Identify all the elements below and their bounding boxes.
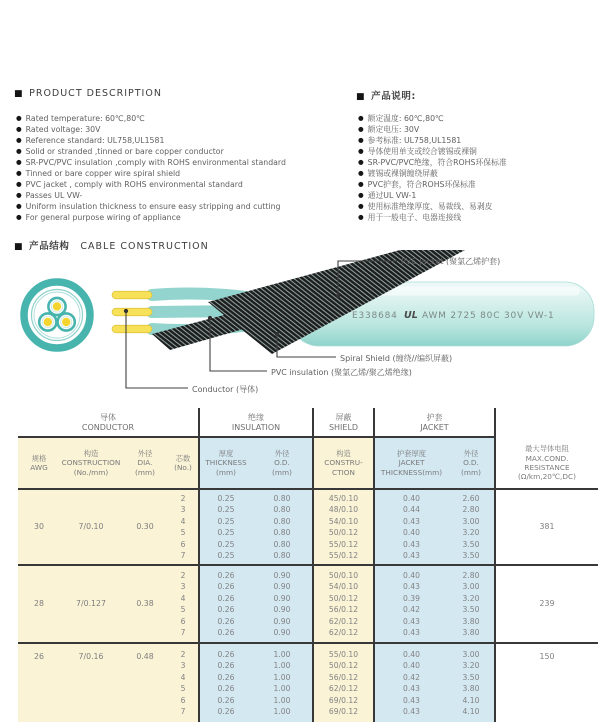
awg-cell-value: 26 xyxy=(34,652,44,661)
insulation-thickness-cell-value: 0.26 xyxy=(217,707,235,716)
jacket-thickness-cell-value: 0.40 xyxy=(403,528,420,537)
group-header-cell xyxy=(314,408,375,438)
bullet-item xyxy=(16,190,351,201)
bullet-item xyxy=(358,113,598,124)
core-count-cell xyxy=(168,644,200,722)
jacket-od-cell-value: 3.00 xyxy=(462,582,480,591)
column-header-cell xyxy=(448,438,496,490)
table-data-group xyxy=(18,490,598,566)
core-count-cell-value: 4 xyxy=(180,593,186,603)
insulation-thickness-cell-value: 0.26 xyxy=(217,582,235,591)
insulation-od-cell-value: 0.80 xyxy=(273,539,291,549)
jacket-od-cell-value: 3.80 xyxy=(462,684,480,693)
core-count-cell-value: 3 xyxy=(180,582,186,591)
jacket-thickness-cell-value: 0.43 xyxy=(403,695,420,705)
bullet-item xyxy=(358,201,598,212)
core-count-cell xyxy=(168,566,200,644)
bullet-item xyxy=(16,212,351,223)
table-subheader-row xyxy=(18,438,598,490)
conductor-construction-cell-value: 7/0.10 xyxy=(78,522,104,532)
group-header-en: JACKET xyxy=(420,423,449,432)
construction-title-cn: 产品结构 xyxy=(29,241,70,252)
shield-construction-cell-value: 45/0.10 xyxy=(328,493,359,503)
insulation-thickness-cell-value: 0.26 xyxy=(217,649,235,659)
group-header-cell xyxy=(375,408,496,438)
bullet-text: 镀锡或裸铜缠绕屏蔽 xyxy=(367,169,438,178)
awg-cell xyxy=(18,490,60,566)
max-resistance-cell-value: 239 xyxy=(539,599,555,609)
shield-construction-cell-value: 69/0.12 xyxy=(328,707,359,716)
bullet-text: Tinned or bare copper wire spiral shield xyxy=(25,169,181,178)
jacket-od-cell-value: 3.20 xyxy=(462,593,480,603)
bullet-item xyxy=(358,168,598,179)
bullet-icon: ● xyxy=(358,202,364,210)
jacket-marking xyxy=(352,310,555,321)
bullet-item xyxy=(16,146,351,157)
jacket-thickness-cell xyxy=(375,490,448,566)
insulation-thickness-cell xyxy=(200,490,252,566)
jacket-od-cell-value: 2.80 xyxy=(462,505,480,514)
bullet-text: Passes UL VW- xyxy=(25,191,83,200)
product-notes-heading xyxy=(356,88,416,102)
conductor-dia-cell xyxy=(122,644,168,722)
bullet-icon: ● xyxy=(358,213,364,221)
bullet-icon: ● xyxy=(16,136,22,144)
insulation-od-cell xyxy=(252,566,314,644)
jacket-od-cell-value: 4.10 xyxy=(462,707,480,716)
bullet-item xyxy=(16,157,351,168)
conductor-label: Conductor (导体) xyxy=(192,385,259,394)
jacket-thickness-cell-value: 0.43 xyxy=(403,539,420,549)
bullet-item xyxy=(16,124,351,135)
shield-construction-cell-value: 54/0.10 xyxy=(328,516,359,526)
product-description-list xyxy=(16,113,351,223)
jacket-od-cell-value: 3.00 xyxy=(462,516,480,526)
group-header-en: SHIELD xyxy=(328,423,359,432)
insulation-label: PVC insulation (聚氯乙烯/聚乙烯绝缘) xyxy=(271,368,412,377)
column-header-line: CONSTRU- xyxy=(324,458,363,468)
bullet-text: Reference standard: UL758,UL1581 xyxy=(25,136,165,145)
column-header-line: 外径 xyxy=(137,448,153,458)
column-header-line: 构造 xyxy=(83,448,99,458)
insulation-thickness-cell-value: 0.25 xyxy=(217,505,235,514)
shield-construction-cell xyxy=(314,644,375,722)
jacket-od-cell xyxy=(448,566,496,644)
group-header-cn: 屏蔽 xyxy=(335,413,352,422)
max-resistance-cell xyxy=(496,644,598,722)
jacket-od-cell xyxy=(448,644,496,722)
bullet-icon: ● xyxy=(16,158,22,166)
jacket-od-cell-value: 3.20 xyxy=(462,661,480,670)
bullet-item xyxy=(16,113,351,124)
jacket-thickness-cell-value: 0.42 xyxy=(403,672,420,682)
column-header-cell xyxy=(168,438,200,490)
bullet-icon: ● xyxy=(358,114,364,122)
column-header-line: 厚度 xyxy=(218,448,234,458)
bullet-item xyxy=(358,190,598,201)
group-header-en: CONDUCTOR xyxy=(81,423,135,432)
shield-label: Spiral Shield (缠绕//编织屏蔽) xyxy=(340,354,453,363)
insulation-thickness-cell-value: 0.26 xyxy=(217,593,235,603)
insulation-thickness-cell-value: 0.25 xyxy=(217,516,235,526)
bullet-item xyxy=(358,146,598,157)
marking-spec: AWM 2725 80C 30V VW-1 xyxy=(422,311,555,321)
bullet-item xyxy=(16,168,351,179)
conductor-construction-cell-value: 7/0.16 xyxy=(78,652,104,661)
core-count-cell-value: 3 xyxy=(180,505,186,514)
core-count-cell-value: 3 xyxy=(180,661,186,670)
column-header-cell xyxy=(60,438,122,490)
insulation-thickness-cell-value: 0.26 xyxy=(217,684,235,693)
bullet-text: PVC护套，符合ROHS环保标准 xyxy=(367,180,476,189)
group-header-en: INSULATION xyxy=(231,423,281,432)
group-header-cell xyxy=(200,408,314,438)
section-marker-icon: ■ xyxy=(14,242,24,252)
shield-construction-cell xyxy=(314,490,375,566)
jacket-thickness-cell-value: 0.40 xyxy=(403,493,420,503)
insulation-thickness-cell-value: 0.26 xyxy=(217,661,235,670)
bullet-icon: ● xyxy=(16,114,22,122)
bullet-item xyxy=(16,201,351,212)
jacket-od-cell-value: 3.20 xyxy=(462,528,480,537)
shield-construction-cell-value: 62/0.12 xyxy=(328,684,359,693)
insulation-od-cell-value: 1.00 xyxy=(273,661,291,670)
product-notes-list xyxy=(358,113,598,223)
core-count-cell xyxy=(168,490,200,566)
bullet-icon: ● xyxy=(358,169,364,177)
jacket-od-cell-value: 3.80 xyxy=(462,616,480,626)
column-header-line: AWG xyxy=(30,463,48,472)
insulation-od-cell-value: 0.80 xyxy=(273,551,291,560)
shield-construction-cell xyxy=(314,566,375,644)
jacket-od-cell xyxy=(448,490,496,566)
core-count-cell-value: 7 xyxy=(180,551,186,560)
insulation-thickness-cell xyxy=(200,566,252,644)
shield-construction-cell-value: 48/0.10 xyxy=(328,505,359,514)
column-header-line: (mm) xyxy=(216,467,236,477)
column-header-cell xyxy=(200,438,252,490)
conductor-dia-cell xyxy=(122,490,168,566)
bullet-icon: ● xyxy=(358,136,364,144)
insulation-thickness-cell-value: 0.25 xyxy=(217,493,235,503)
insulation-od-cell-value: 0.90 xyxy=(273,570,291,580)
column-header-line: CTION xyxy=(332,467,355,477)
jacket-od-cell-value: 3.00 xyxy=(462,649,480,659)
bullet-icon: ● xyxy=(16,213,22,221)
insulation-od-cell-value: 0.80 xyxy=(273,493,291,503)
shield-construction-cell-value: 69/0.12 xyxy=(328,695,359,705)
bullet-text: 通过UL VW-1 xyxy=(367,191,417,200)
jacket-thickness-cell-value: 0.40 xyxy=(403,649,420,659)
insulation-thickness-cell-value: 0.26 xyxy=(217,570,235,580)
jacket-od-cell-value: 4.10 xyxy=(462,695,480,705)
conductor-construction-cell xyxy=(60,644,122,722)
product-description-heading xyxy=(14,88,162,99)
column-header-cell xyxy=(375,438,448,490)
jacket-thickness-cell-value: 0.43 xyxy=(403,582,420,591)
shield-construction-cell-value: 62/0.12 xyxy=(328,628,359,637)
column-header-line: (mm) xyxy=(272,467,292,477)
conductor-dia-cell-value: 0.30 xyxy=(136,522,154,532)
max-resistance-cell xyxy=(496,566,598,644)
core-count-cell-value: 7 xyxy=(180,707,186,716)
bullet-icon: ● xyxy=(16,191,22,199)
bullet-text: 参考标准: UL758,UL1581 xyxy=(367,136,462,145)
insulation-od-cell-value: 1.00 xyxy=(273,672,291,682)
jacket-thickness-cell-value: 0.44 xyxy=(403,505,420,514)
core-count-cell-value: 6 xyxy=(180,616,186,626)
insulation-od-cell-value: 1.00 xyxy=(273,695,291,705)
bullet-icon: ● xyxy=(358,125,364,133)
column-header-line: THICKNESS(mm) xyxy=(380,467,443,477)
column-header-line: 规格 xyxy=(31,453,47,463)
jacket-thickness-cell-value: 0.42 xyxy=(403,605,420,614)
insulation-thickness-cell-value: 0.26 xyxy=(217,628,235,637)
insulation-od-cell xyxy=(252,490,314,566)
column-header-cell xyxy=(252,438,314,490)
core-count-cell-value: 2 xyxy=(180,493,186,503)
shield-construction-cell-value: 50/0.10 xyxy=(328,570,359,580)
core-count-cell-value: 5 xyxy=(180,605,186,614)
column-header-line: MAX.COND. xyxy=(525,453,569,463)
bullet-item xyxy=(16,135,351,146)
core-count-cell-value: 2 xyxy=(180,649,186,659)
shield-construction-cell-value: 62/0.12 xyxy=(328,616,359,626)
bullet-item xyxy=(358,212,598,223)
core-count-cell-value: 6 xyxy=(180,539,186,549)
column-header-line: 外径 xyxy=(274,448,290,458)
product-notes-title: 产品说明: xyxy=(371,91,416,102)
insulation-od-cell-value: 0.90 xyxy=(273,593,291,603)
insulation-od-cell-value: 1.00 xyxy=(273,684,291,693)
max-resistance-cell xyxy=(496,490,598,566)
core-count-cell-value: 2 xyxy=(180,570,186,580)
table-data-group xyxy=(18,566,598,644)
bullet-text: Uniform insulation thickness to ensure easy stripping and cutting xyxy=(25,202,281,211)
insulation-od-cell-value: 0.80 xyxy=(273,505,291,514)
bullet-icon: ● xyxy=(16,180,22,188)
jacket-thickness-cell-value: 0.40 xyxy=(403,661,420,670)
jacket-od-cell-value: 3.50 xyxy=(462,539,480,549)
jacket-thickness-cell-value: 0.43 xyxy=(403,684,420,693)
insulation-od-cell-value: 0.90 xyxy=(273,582,291,591)
jacket-od-cell-value: 3.80 xyxy=(462,628,480,637)
bullet-item xyxy=(358,157,598,168)
column-header-line: RESISTANCE xyxy=(524,463,570,472)
core-count-cell-value: 5 xyxy=(180,684,186,693)
max-resistance-cell-value: 150 xyxy=(539,652,555,661)
awg-cell xyxy=(18,566,60,644)
bullet-icon: ● xyxy=(16,202,22,210)
column-header-line: (mm) xyxy=(461,467,481,477)
bullet-icon: ● xyxy=(16,147,22,155)
awg-cell xyxy=(18,644,60,722)
core-count-cell-value: 7 xyxy=(180,628,186,637)
jacket-thickness-cell-value: 0.43 xyxy=(403,628,420,637)
column-header-line: O.D. xyxy=(463,458,479,468)
construction-title-en: CABLE CONSTRUCTION xyxy=(80,241,209,252)
awg-cell-value: 28 xyxy=(34,599,44,609)
insulation-od-cell-value: 1.00 xyxy=(273,649,291,659)
insulation-od-cell-value: 0.80 xyxy=(273,528,291,537)
shield-construction-cell-value: 55/0.10 xyxy=(328,649,359,659)
max-resistance-cell-value: 381 xyxy=(539,522,555,532)
jacket-od-cell-value: 3.50 xyxy=(462,551,480,560)
column-header-cell xyxy=(18,438,60,490)
column-header-line: CONSTRUCTION xyxy=(61,458,121,468)
insulation-thickness-cell-value: 0.26 xyxy=(217,695,235,705)
shield-construction-cell-value: 50/0.12 xyxy=(328,661,359,670)
bullet-text: 额定温度: 60℃,80℃ xyxy=(367,114,444,123)
jacket-label: PVC Jacket (聚氯乙烯护套) xyxy=(401,257,501,266)
bullet-icon: ● xyxy=(358,147,364,155)
column-header-line: DIA. xyxy=(137,458,153,468)
bullet-item xyxy=(358,135,598,146)
jacket-od-cell-value: 3.50 xyxy=(462,672,480,682)
insulation-thickness-cell xyxy=(200,644,252,722)
jacket-thickness-cell-value: 0.43 xyxy=(403,616,420,626)
jacket-thickness-cell-value: 0.43 xyxy=(403,516,420,526)
jacket-od-cell-value: 2.60 xyxy=(462,493,480,503)
bullet-text: Rated temperature: 60℃,80℃ xyxy=(25,114,145,123)
bullet-text: Rated voltage: 30V xyxy=(25,125,101,134)
bullet-text: For general purpose wiring of appliance xyxy=(25,213,181,222)
conductor-construction-cell xyxy=(60,566,122,644)
insulation-od-cell-value: 0.80 xyxy=(273,516,291,526)
jacket-thickness-cell-value: 0.39 xyxy=(403,593,420,603)
insulation-thickness-cell-value: 0.25 xyxy=(217,528,235,537)
bullet-icon: ● xyxy=(358,158,364,166)
bullet-text: SR-PVC/PVC insulation ,comply with ROHS environmental standard xyxy=(25,158,286,167)
shield-construction-cell-value: 55/0.12 xyxy=(328,551,359,560)
awg-cell-value: 30 xyxy=(34,522,44,532)
insulation-od-cell-value: 1.00 xyxy=(273,707,291,716)
bullet-icon: ● xyxy=(16,125,22,133)
column-header-line: (mm) xyxy=(135,467,155,477)
jacket-od-cell-value: 3.50 xyxy=(462,605,480,614)
shield-construction-cell-value: 55/0.12 xyxy=(328,539,359,549)
bullet-text: PVC jacket , comply with ROHS environmental standard xyxy=(25,180,243,189)
jacket-od-cell-value: 2.80 xyxy=(462,570,480,580)
column-header-line: THICKNESS xyxy=(205,458,247,468)
insulation-thickness-cell-value: 0.25 xyxy=(217,539,235,549)
core-count-cell-value: 6 xyxy=(180,695,186,705)
insulation-thickness-cell-value: 0.26 xyxy=(217,616,235,626)
column-header-line: (No.) xyxy=(174,463,192,472)
jacket-thickness-cell xyxy=(375,644,448,722)
section-marker-icon: ■ xyxy=(356,92,366,102)
shield-construction-cell-value: 54/0.10 xyxy=(328,582,359,591)
column-header-line: 构造 xyxy=(336,448,351,458)
ul-logo-icon: UL xyxy=(404,310,418,321)
column-header-line: 芯数 xyxy=(175,453,191,463)
bullet-text: 使用标准绝缘厚度、易裁线、易剥皮 xyxy=(367,202,493,211)
jacket-thickness-cell xyxy=(375,566,448,644)
bullet-item xyxy=(358,179,598,190)
insulation-thickness-cell-value: 0.26 xyxy=(217,605,235,614)
column-header-line: 护套厚度 xyxy=(396,448,427,458)
marking-number: E338684 xyxy=(352,311,398,321)
insulation-od-cell-value: 0.90 xyxy=(273,616,291,626)
column-header-line: 外径 xyxy=(463,448,479,458)
group-header-cn: 绝缘 xyxy=(248,413,264,422)
insulation-od-cell-value: 0.90 xyxy=(273,628,291,637)
column-header-cell xyxy=(122,438,168,490)
insulation-thickness-cell-value: 0.26 xyxy=(217,672,235,682)
jacket-thickness-cell-value: 0.40 xyxy=(403,570,420,580)
shield-construction-cell-value: 50/0.12 xyxy=(328,593,359,603)
column-header-cell xyxy=(314,438,375,490)
bullet-text: SR-PVC/PVC绝缘，符合ROHS环保标准 xyxy=(367,158,507,167)
jacket-thickness-cell-value: 0.43 xyxy=(403,551,420,560)
bullet-text: 导体使用单支或绞合镀锡或裸铜 xyxy=(367,147,477,156)
jacket-thickness-cell-value: 0.43 xyxy=(403,707,420,716)
spec-table xyxy=(18,408,598,722)
bullet-text: 额定电压: 30V xyxy=(367,125,420,134)
conductor-construction-cell xyxy=(60,490,122,566)
bullet-text: 用于一般电子、电器连接线 xyxy=(367,213,462,222)
core-count-cell-value: 4 xyxy=(180,516,186,526)
table-data-group xyxy=(18,644,598,722)
conductor-construction-cell-value: 7/0.127 xyxy=(76,599,106,609)
bullet-text: Solid or stranded ,tinned or bare copper conductor xyxy=(25,147,224,156)
bullet-item xyxy=(16,179,351,190)
insulation-od-cell xyxy=(252,644,314,722)
shield-construction-cell-value: 56/0.12 xyxy=(328,605,359,614)
shield-construction-cell-value: 50/0.12 xyxy=(328,528,359,537)
core-count-cell-value: 4 xyxy=(180,672,186,682)
conductor-dia-cell-value: 0.38 xyxy=(136,599,154,609)
cable-cross-section-icon xyxy=(24,282,90,348)
column-header-cell xyxy=(496,438,598,490)
bullet-item xyxy=(358,124,598,135)
insulation-thickness-cell-value: 0.25 xyxy=(217,551,235,560)
group-header-cn: 导体 xyxy=(100,413,116,422)
insulation-od-cell-value: 0.90 xyxy=(273,605,291,614)
group-header-cell xyxy=(496,408,598,438)
conductor-dia-cell-value: 0.48 xyxy=(136,652,154,661)
bullet-icon: ● xyxy=(16,169,22,177)
conductor-wires xyxy=(112,291,152,333)
column-header-line: O.D. xyxy=(274,458,290,468)
section-marker-icon: ■ xyxy=(14,89,24,99)
group-header-cell xyxy=(18,408,200,438)
shield-construction-cell-value: 56/0.12 xyxy=(328,672,359,682)
core-count-cell-value: 5 xyxy=(180,528,186,537)
product-description-title: PRODUCT DESCRIPTION xyxy=(29,88,162,99)
bullet-icon: ● xyxy=(358,191,364,199)
conductor-dia-cell xyxy=(122,566,168,644)
column-header-line: (No./mm) xyxy=(73,467,109,477)
column-header-line: (Ω/km,20℃,DC) xyxy=(518,472,576,482)
table-group-header-row xyxy=(18,408,598,438)
column-header-line: 最大导体电阻 xyxy=(525,444,569,454)
column-header-line: JACKET xyxy=(398,458,425,468)
bullet-icon: ● xyxy=(358,180,364,188)
group-header-cn: 护套 xyxy=(426,413,443,422)
